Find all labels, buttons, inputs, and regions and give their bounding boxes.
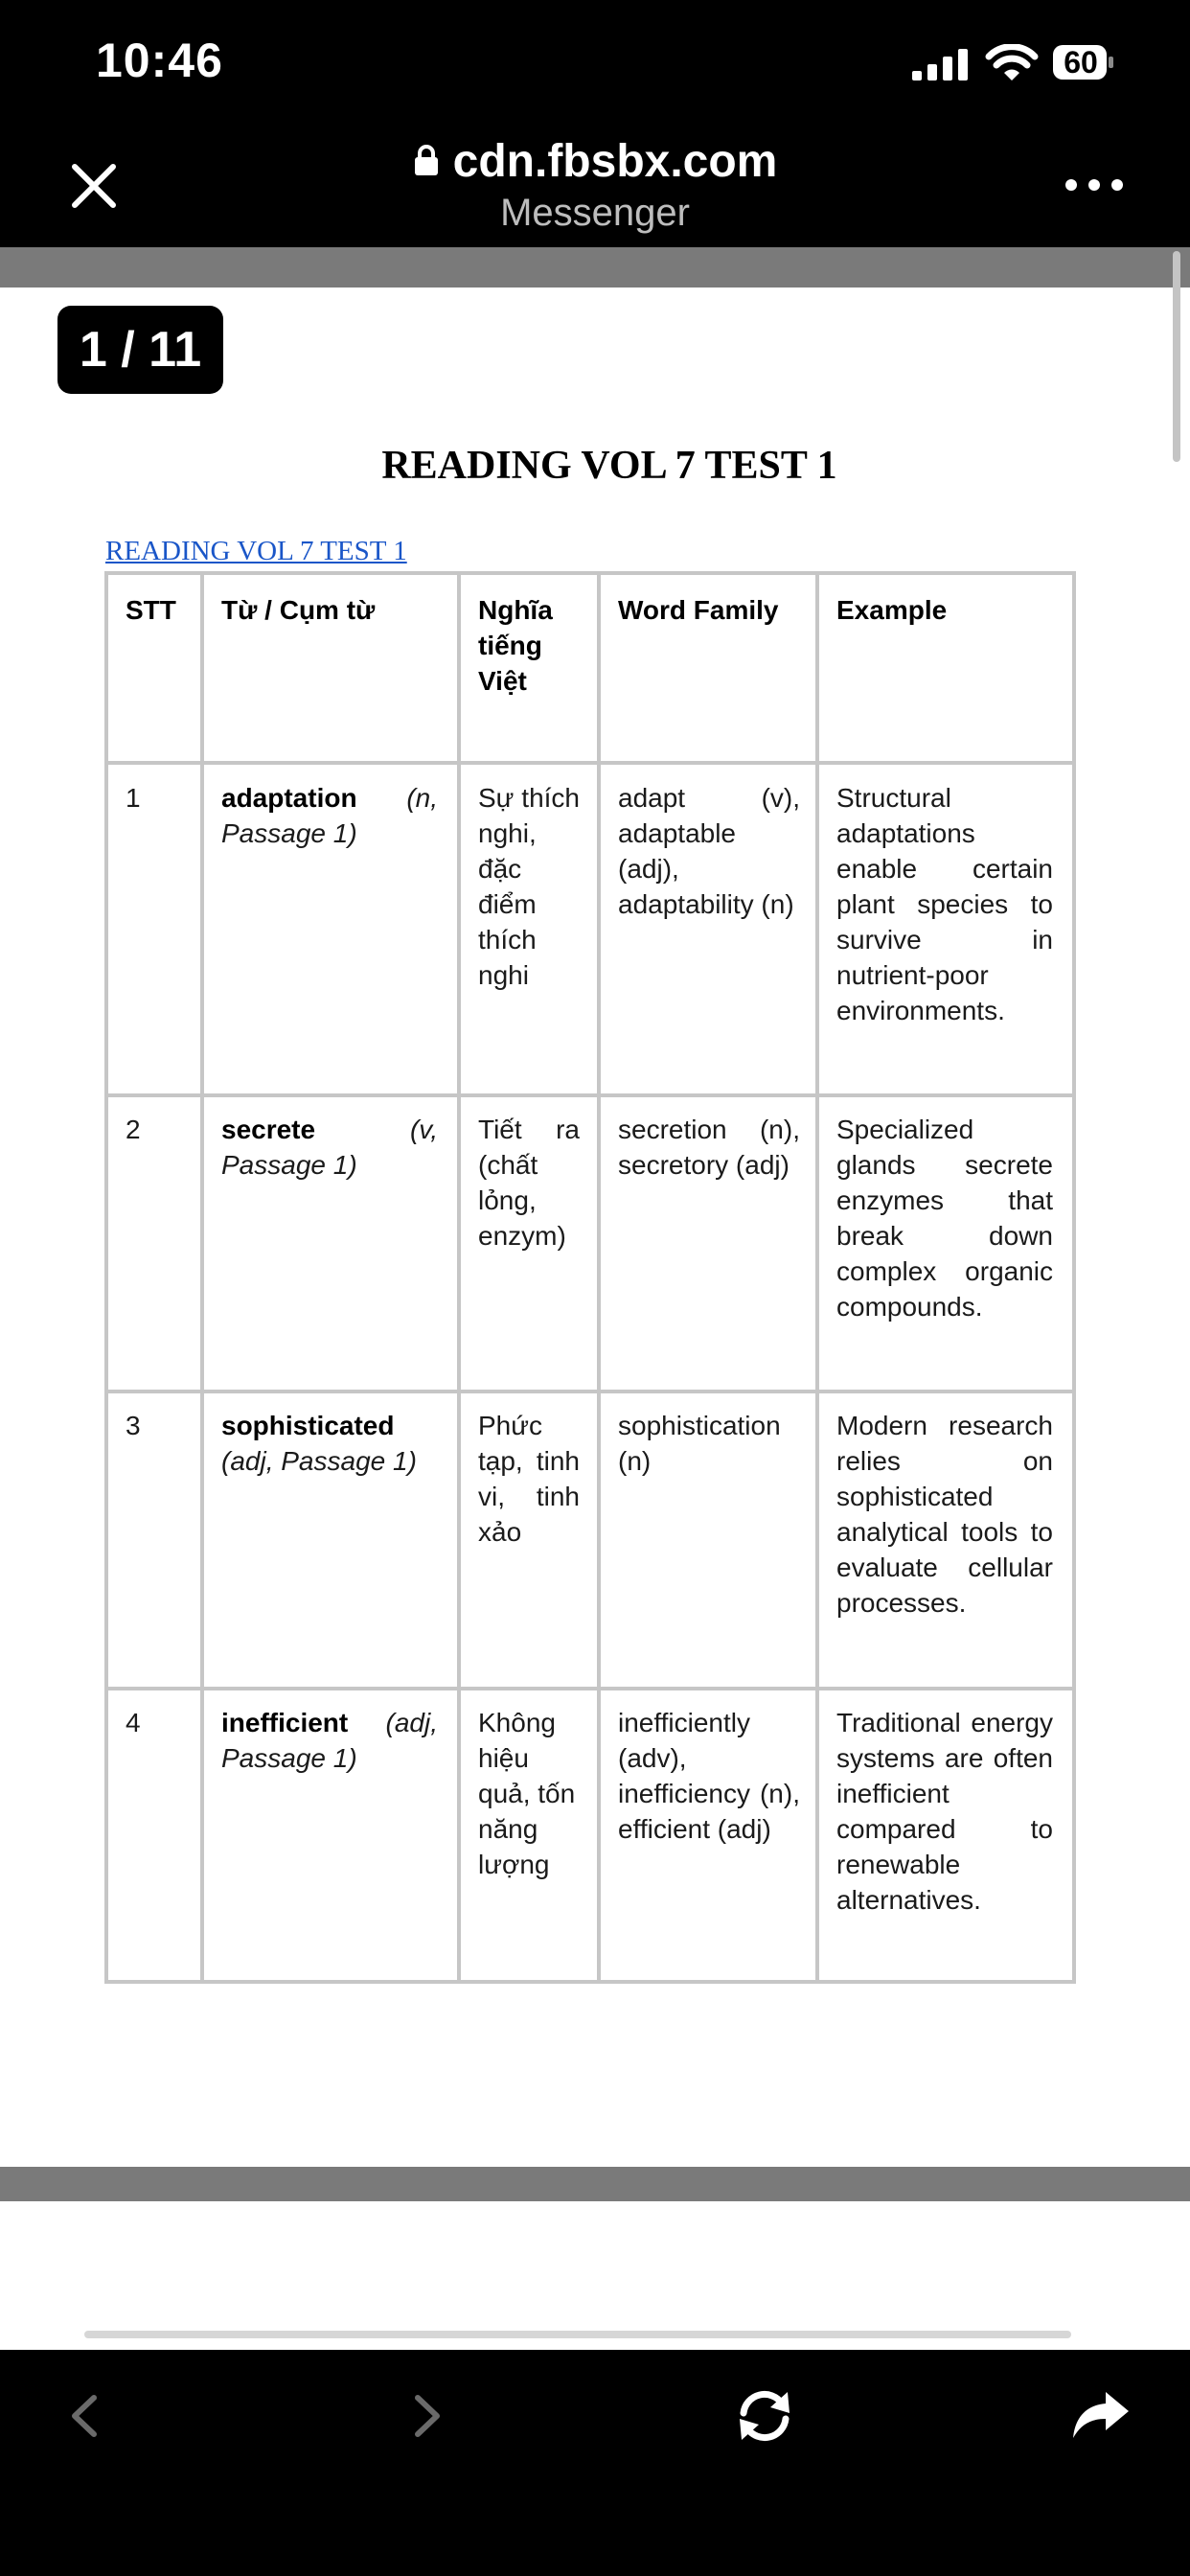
row-3-term-cell: [221, 1408, 447, 1479]
column-divider: [200, 575, 204, 1980]
document-title: READING VOL 7 TEST 1: [381, 444, 837, 488]
row-1-term: adaptation: [221, 783, 357, 813]
row-1-stt: 1: [126, 783, 141, 813]
header-stt: STT: [126, 595, 176, 625]
row-1-meaning: Sự thích nghi, đặc điểm thích nghi: [478, 783, 580, 990]
row-2-meaning: Tiết ra (chất lỏng, enzym): [478, 1115, 580, 1251]
header-example: Example: [836, 595, 948, 625]
row-4-stt: 4: [126, 1708, 141, 1737]
term-line: [221, 1112, 438, 1147]
more-icon[interactable]: [1064, 171, 1125, 199]
row-4-pos-rest: Passage 1): [221, 1743, 357, 1773]
share-icon[interactable]: [1071, 2390, 1131, 2440]
battery-level: 60: [1064, 45, 1098, 80]
page-indicator: 1 / 11: [57, 306, 223, 394]
row-2-example: Specialized glands secrete enzymes that break down complex organic compounds.: [836, 1115, 1053, 1322]
column-divider: [457, 575, 461, 1980]
header-meaning: Nghĩa tiếng Việt: [478, 595, 553, 696]
row-3-stt: 3: [126, 1411, 141, 1440]
row-divider: [108, 1390, 1072, 1393]
row-2-term-cell: [221, 1112, 438, 1183]
row-1-term-cell: [221, 780, 438, 851]
column-divider: [597, 575, 601, 1980]
row-divider: [108, 1093, 1072, 1097]
app-name: Messenger: [500, 192, 690, 234]
page-separator-bottom: [0, 2167, 1190, 2201]
row-2-pos-rest: Passage 1): [221, 1150, 357, 1180]
row-4-term: inefficient: [221, 1708, 349, 1737]
term-line: [221, 1705, 438, 1740]
document-link[interactable]: READING VOL 7 TEST 1: [105, 536, 407, 566]
row-1-pos-rest: Passage 1): [221, 818, 357, 848]
row-4-meaning: Không hiệu quả, tốn năng lượng: [478, 1708, 576, 1879]
row-2-stt: 2: [126, 1115, 141, 1144]
row-3-meaning: Phức tạp, tinh vi, tinh xảo: [478, 1411, 580, 1547]
vocabulary-table: [104, 571, 1076, 1984]
row-divider: [108, 1687, 1072, 1690]
cellular-signal-icon: [912, 48, 968, 80]
row-1-pos: (n,: [406, 783, 438, 813]
header-word-family: Word Family: [618, 595, 779, 625]
row-3-term: sophisticated: [221, 1411, 395, 1440]
row-1-example: Structural adaptations enable certain plant species to survive in nutrient-poor environments.: [836, 783, 1053, 1025]
row-2-term: secrete: [221, 1115, 316, 1144]
row-4-term-cell: [221, 1705, 438, 1776]
column-divider: [815, 575, 819, 1980]
row-3-pos-rest: (adj, Passage 1): [221, 1446, 417, 1476]
horizontal-scrollbar[interactable]: [84, 2331, 1071, 2338]
row-4-family: inefficiently (adv), inefficiency (n), efficient (adj): [618, 1708, 800, 1844]
reload-icon[interactable]: [734, 2386, 795, 2446]
page-separator-top: [0, 247, 1190, 288]
row-3-family: sophistication (n): [618, 1411, 781, 1476]
row-2-pos: (v,: [409, 1115, 438, 1144]
chevron-left-icon[interactable]: [63, 2392, 103, 2440]
vertical-scrollbar[interactable]: [1173, 251, 1180, 462]
row-divider: [108, 761, 1072, 765]
row-2-family: secretion (n), secretory (adj): [618, 1115, 800, 1180]
lock-icon: [413, 144, 440, 176]
address-area: [0, 134, 1190, 236]
row-4-example: Traditional energy systems are often inefficient compared to renewable alternatives.: [836, 1708, 1053, 1915]
url-domain: cdn.fbsbx.com: [452, 136, 778, 187]
row-4-pos: (adj,: [385, 1708, 438, 1737]
status-time: 10:46: [96, 34, 223, 87]
term-line: [221, 780, 438, 816]
chevron-right-icon[interactable]: [408, 2392, 448, 2440]
browser-toolbar: [0, 2350, 1190, 2576]
row-1-family: adapt (v), adaptable (adj), adaptability (n): [618, 783, 800, 919]
header-term: Từ / Cụm từ: [221, 595, 376, 625]
row-3-example: Modern research relies on sophisticated analytical tools to evaluate cellular processes.: [836, 1411, 1053, 1618]
wifi-icon: [985, 44, 1039, 82]
browser-header: [0, 0, 1190, 247]
url-row[interactable]: [0, 134, 1190, 190]
